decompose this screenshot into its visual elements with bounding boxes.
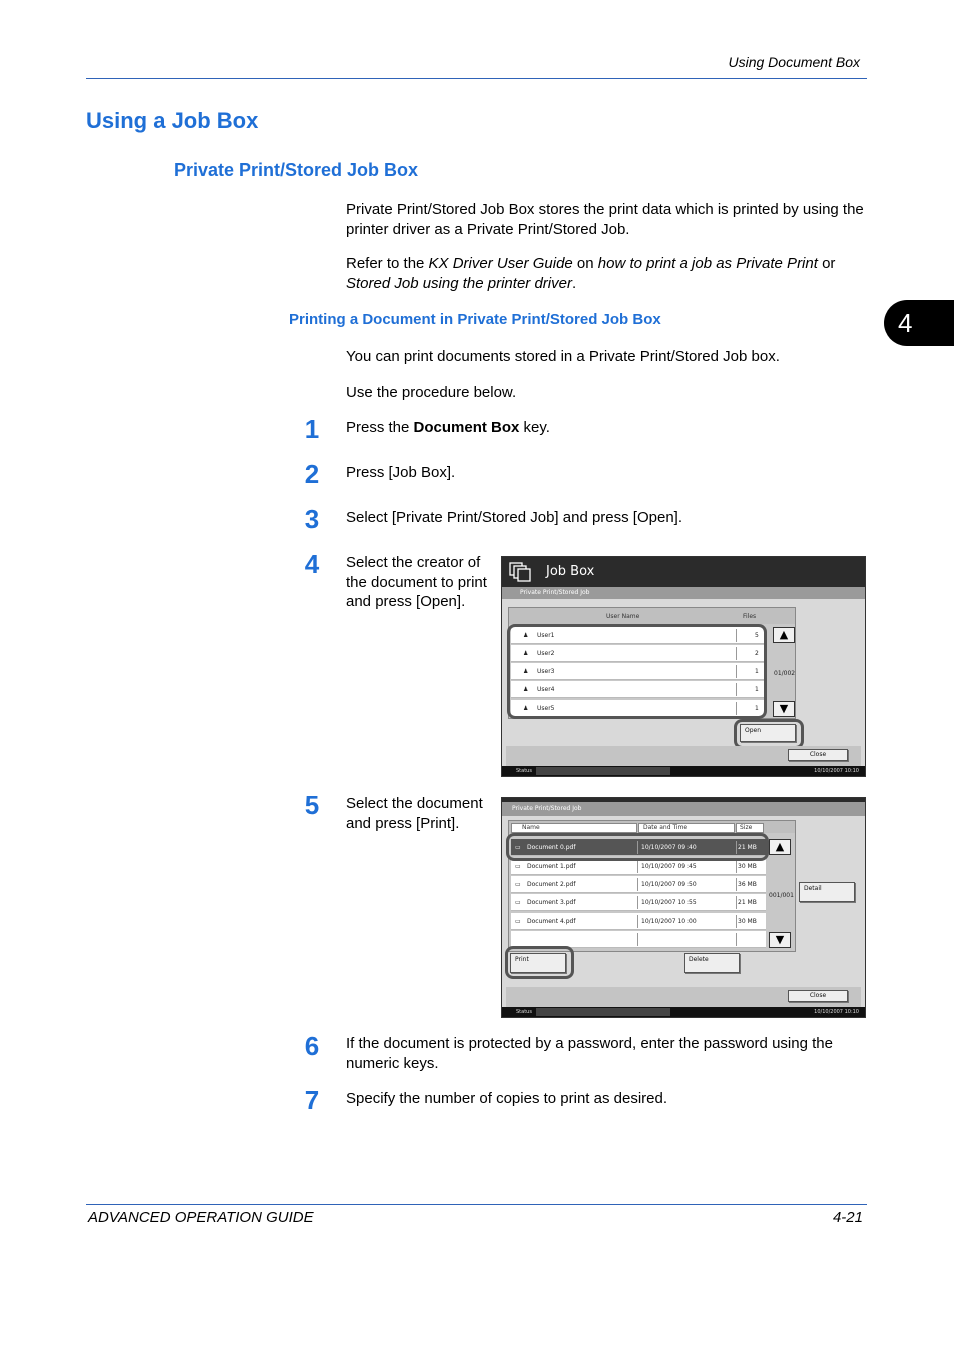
detail-button[interactable]: Detail xyxy=(799,882,855,902)
step-number: 3 xyxy=(304,504,320,534)
running-head: Using Document Box xyxy=(728,54,860,70)
document-icon: ▭ xyxy=(515,918,521,925)
column-name[interactable]: Name xyxy=(511,823,637,833)
intro-paragraph-2: Refer to the KX Driver User Guide on how to print a job as Private Print or Stored Job using the printer driver. xyxy=(346,255,836,292)
close-button[interactable]: Close xyxy=(788,749,848,761)
step-number: 5 xyxy=(304,790,320,820)
header-rule xyxy=(86,78,867,79)
close-button[interactable]: Close xyxy=(788,990,848,1002)
page-indicator: 001/001 xyxy=(769,892,794,899)
date-time: 10/10/2007 10:10 xyxy=(814,768,859,774)
step-number: 7 xyxy=(304,1085,320,1115)
list-item[interactable]: ♟ User4 1 xyxy=(511,681,764,698)
private-print-screen xyxy=(501,797,866,1018)
user-icon: ♟ xyxy=(523,686,529,693)
highlight-outline xyxy=(506,833,769,861)
step-text: Select [Private Print/Stored Job] and press [Open]. xyxy=(346,509,683,526)
list-item[interactable]: ♟ User3 1 xyxy=(511,663,764,680)
bottom-panel xyxy=(506,746,861,768)
list-item[interactable]: ♟ User1 5 xyxy=(511,627,764,644)
list-header xyxy=(509,821,795,833)
list-item[interactable]: ▭ Document 4.pdf 10/10/2007 10 :00 30 MB xyxy=(511,913,766,930)
bottom-panel xyxy=(506,987,861,1009)
section-title: Using a Job Box xyxy=(86,108,259,133)
step-text: Press [Job Box]. xyxy=(346,464,456,481)
section-paragraph-1: You can print documents stored in a Private Print/Stored Job box. xyxy=(346,348,780,365)
page-number: 4-21 xyxy=(832,1209,863,1226)
column-user-name: User Name xyxy=(606,613,640,620)
section-paragraph-2: Use the procedure below. xyxy=(346,384,517,401)
screen-titlebar xyxy=(502,557,865,587)
document-box-icon xyxy=(508,561,532,583)
status-label[interactable]: Status xyxy=(516,768,532,774)
highlight-outline xyxy=(734,719,804,749)
step-number: 6 xyxy=(304,1031,320,1061)
scroll-up-button[interactable]: ▲ xyxy=(769,839,791,855)
column-size[interactable]: Size xyxy=(736,823,764,833)
footer-guide-title: ADVANCED OPERATION GUIDE xyxy=(88,1209,314,1226)
list-item[interactable]: ▭ Document 2.pdf 10/10/2007 09 :50 36 MB xyxy=(511,876,766,893)
user-icon: ♟ xyxy=(523,632,529,639)
screen-subtitle: Private Print/Stored Job xyxy=(502,802,865,816)
step-text: Select the document and press [Print]. xyxy=(346,795,483,832)
list-item[interactable]: ♟ User2 2 xyxy=(511,645,764,662)
document-icon: ▭ xyxy=(515,863,521,870)
step-text: Select the creator of the document to print and press [Open]. xyxy=(346,554,487,610)
date-time: 10/10/2007 10:10 xyxy=(814,1009,859,1015)
screen-title: Job Box xyxy=(546,564,595,579)
scroll-down-button[interactable]: ▼ xyxy=(769,932,791,948)
footer-rule xyxy=(86,1204,867,1205)
column-files: Files xyxy=(743,613,757,620)
step-text: Specify the number of copies to print as desired. xyxy=(346,1090,668,1107)
highlight-outline xyxy=(505,946,574,979)
document-icon: ▭ xyxy=(515,881,521,888)
step-text: Press the Document Box key. xyxy=(346,419,550,436)
user-icon: ♟ xyxy=(523,650,529,657)
chapter-tab: 4 xyxy=(884,300,954,346)
list-header xyxy=(509,608,795,624)
highlight-outline xyxy=(507,624,767,719)
scroll-up-button[interactable]: ▲ xyxy=(773,627,795,643)
step-number: 2 xyxy=(304,459,320,489)
intro-paragraph-1: Private Print/Stored Job Box stores the print data which is printed by using the printer driver as a Private Print/Stored Job. xyxy=(346,201,864,238)
status-bar xyxy=(502,766,865,776)
subsection-title: Private Print/Stored Job Box xyxy=(174,160,419,180)
print-button[interactable]: Print xyxy=(510,953,566,973)
step-number: 1 xyxy=(304,414,320,444)
procedure-title: Printing a Document in Private Print/Stored Job Box xyxy=(289,311,661,328)
status-label[interactable]: Status xyxy=(516,1009,532,1015)
user-icon: ♟ xyxy=(523,668,529,675)
delete-button[interactable]: Delete xyxy=(684,953,740,973)
document-icon: ▭ xyxy=(515,899,521,906)
screen-titlebar xyxy=(502,798,865,802)
user-icon: ♟ xyxy=(523,705,529,712)
step-number: 4 xyxy=(304,549,320,579)
list-item[interactable]: ▭ Document 1.pdf 10/10/2007 09 :45 30 MB xyxy=(511,858,766,875)
screen-subtitle: Private Print/Stored Job xyxy=(502,587,865,599)
scroll-down-button[interactable]: ▼ xyxy=(773,701,795,717)
step-text: If the document is protected by a password, enter the password using the numeric keys. xyxy=(346,1035,833,1072)
column-date[interactable]: Date and Time xyxy=(638,823,735,833)
document-icon: ▭ xyxy=(515,844,521,851)
list-item-selected[interactable]: ▭ Document 0.pdf 10/10/2007 09 :40 21 MB xyxy=(511,839,766,856)
open-button[interactable]: Open xyxy=(740,724,796,742)
page-indicator: 01/002 xyxy=(774,670,796,677)
status-bar xyxy=(502,1007,865,1017)
job-box-screen xyxy=(501,556,866,777)
list-item[interactable]: ▭ Document 3.pdf 10/10/2007 10 :55 21 MB xyxy=(511,894,766,911)
list-item[interactable]: ♟ User5 1 xyxy=(511,700,764,717)
